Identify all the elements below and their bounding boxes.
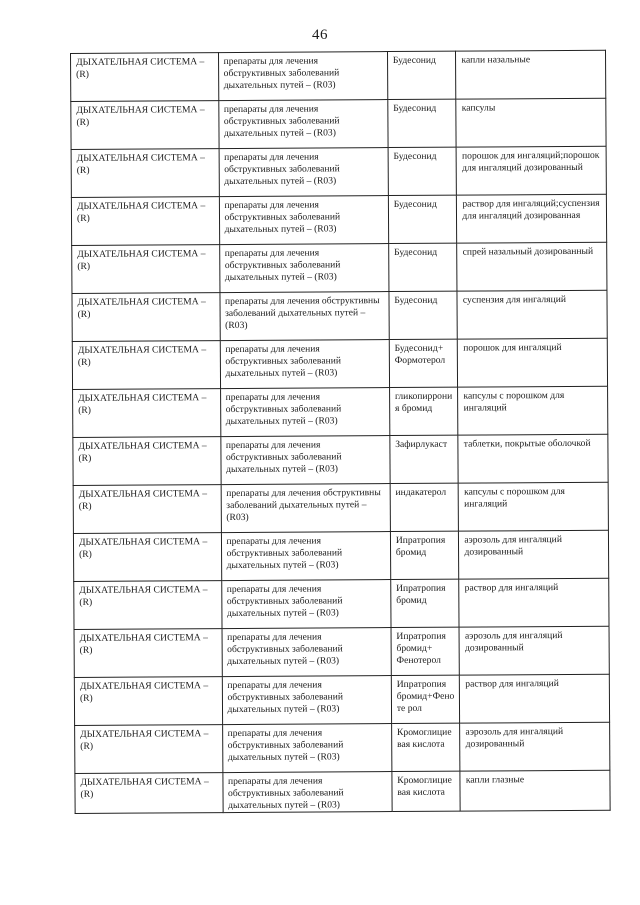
table-row: [73, 386, 608, 437]
dosage-form-cell: порошок для ингаляций;порошок для ингаляций дозированный: [456, 146, 606, 195]
dosage-form-cell: раствор для ингаляций: [460, 674, 610, 723]
dosage-form-cell: аэрозоль для ингаляций дозированный: [459, 626, 609, 675]
page-number: 46: [312, 27, 328, 43]
dosage-form-cell: суспензия для ингаляций: [457, 290, 607, 339]
table-body: [71, 50, 611, 813]
group-cell: препараты для лечения обструктивных заболеваний дыхательных путей – (R03): [221, 580, 391, 629]
group-cell: препараты для лечения обструктивных заболеваний дыхательных путей – (R03): [221, 532, 391, 581]
dosage-form-cell: капсулы с порошком для ингаляций: [459, 482, 609, 531]
system-cell: ДЫХАТЕЛЬНАЯ СИСТЕМА – (R): [72, 341, 220, 390]
system-cell: ДЫХАТЕЛЬНАЯ СИСТЕМА – (R): [73, 533, 221, 582]
table-row: [71, 98, 606, 149]
drug-name-cell: Зафирлукаст: [390, 435, 459, 483]
table-row: [74, 674, 609, 725]
group-cell: препараты для лечения обструктивных заболеваний дыхательных путей – (R03): [220, 388, 390, 437]
system-cell: ДЫХАТЕЛЬНАЯ СИСТЕМА – (R): [71, 101, 219, 150]
table-row: [73, 482, 608, 533]
table-row: [74, 578, 609, 629]
drug-name-cell: Ипратропия бромид+ Фенотерол: [391, 627, 460, 675]
drug-name-cell: Кромоглициевая кислота: [391, 723, 460, 771]
table-row: [71, 146, 606, 197]
dosage-form-cell: спрей назальный дозированный: [457, 242, 607, 291]
drug-name-cell: Будесонид: [388, 195, 457, 243]
drug-name-cell: гликопиррония бромид: [389, 387, 458, 435]
drug-name-cell: Будесонид: [388, 99, 457, 147]
system-cell: ДЫХАТЕЛЬНАЯ СИСТЕМА – (R): [75, 725, 223, 774]
drug-name-cell: Будесонид: [389, 291, 458, 339]
drug-name-cell: Будесонид+ Формотерол: [389, 339, 458, 387]
system-cell: ДЫХАТЕЛЬНАЯ СИСТЕМА – (R): [71, 149, 219, 198]
system-cell: ДЫХАТЕЛЬНАЯ СИСТЕМА – (R): [73, 437, 221, 486]
drug-name-cell: Будесонид: [388, 243, 457, 291]
drug-name-cell: Ипратропия бромид: [391, 579, 460, 627]
system-cell: ДЫХАТЕЛЬНАЯ СИСТЕМА – (R): [72, 293, 220, 342]
group-cell: препараты для лечения обструктивных заболеваний дыхательных путей – (R03): [219, 148, 389, 197]
group-cell: препараты для лечения обструктивны заболеваний дыхательных путей – (R03): [219, 292, 389, 341]
system-cell: ДЫХАТЕЛЬНАЯ СИСТЕМА – (R): [72, 245, 220, 294]
group-cell: препараты для лечения обструктивных заболеваний дыхательных путей – (R03): [219, 244, 389, 293]
dosage-form-cell: капли назальные: [456, 50, 606, 99]
group-cell: препараты для лечения обструктивных заболеваний дыхательных путей – (R03): [222, 676, 392, 725]
table-row: [73, 434, 608, 485]
drug-list-table: [70, 50, 611, 814]
table-row: [72, 290, 607, 341]
group-cell: препараты для лечения обструктивных заболеваний дыхательных путей – (R03): [219, 196, 389, 245]
table-row: [71, 50, 606, 101]
drug-name-cell: индакатерол: [390, 483, 459, 531]
dosage-form-cell: аэрозоль для ингаляций дозированный: [459, 530, 609, 579]
system-cell: ДЫХАТЕЛЬНАЯ СИСТЕМА – (R): [74, 581, 222, 630]
table-row: [73, 530, 608, 581]
dosage-form-cell: таблетки, покрытые оболочкой: [458, 434, 608, 483]
dosage-form-cell: капли глазные: [460, 770, 610, 811]
group-cell: препараты для лечения обструктивных заболеваний дыхательных путей – (R03): [218, 52, 388, 101]
system-cell: ДЫХАТЕЛЬНАЯ СИСТЕМА – (R): [71, 197, 219, 246]
group-cell: препараты для лечения обструктивных заболеваний дыхательных путей – (R03): [220, 340, 390, 389]
dosage-form-cell: раствор для ингаляций;суспензия для ингаляций дозированная: [457, 194, 607, 243]
drug-name-cell: Кромоглициевая кислота: [392, 771, 461, 811]
group-cell: препараты для лечения обструктивных заболеваний дыхательных путей – (R03): [220, 436, 390, 485]
drug-name-cell: Ипратропия бромид: [390, 531, 459, 579]
system-cell: ДЫХАТЕЛЬНАЯ СИСТЕМА – (R): [75, 773, 223, 814]
group-cell: препараты для лечения обструктивных заболеваний дыхательных путей – (R03): [222, 724, 392, 773]
dosage-form-cell: капсулы с порошком для ингаляций: [458, 386, 608, 435]
group-cell: препараты для лечения обструктивных заболеваний дыхательных путей – (R03): [218, 100, 388, 149]
table-row: [72, 338, 607, 389]
table-row: [71, 194, 606, 245]
dosage-form-cell: аэрозоль для ингаляций дозированный: [460, 722, 610, 771]
drug-name-cell: Ипратропия бромид+Феноте рол: [391, 675, 460, 723]
system-cell: ДЫХАТЕЛЬНАЯ СИСТЕМА – (R): [74, 677, 222, 726]
group-cell: препараты для лечения обструктивных заболеваний дыхательных путей – (R03): [222, 628, 392, 677]
group-cell: препараты для лечения обструктивных заболеваний дыхательных путей – (R03): [222, 772, 392, 813]
group-cell: препараты для лечения обструктивны заболеваний дыхательных путей – (R03): [221, 484, 391, 533]
table-row: [75, 770, 610, 813]
table-row: [75, 722, 610, 773]
system-cell: ДЫХАТЕЛЬНАЯ СИСТЕМА – (R): [73, 389, 221, 438]
drug-name-cell: Будесонид: [387, 51, 456, 99]
dosage-form-cell: порошок для ингаляций: [458, 338, 608, 387]
system-cell: ДЫХАТЕЛЬНАЯ СИСТЕМА – (R): [74, 629, 222, 678]
dosage-form-cell: капсулы: [456, 98, 606, 147]
system-cell: ДЫХАТЕЛЬНАЯ СИСТЕМА – (R): [73, 485, 221, 534]
table-row: [74, 626, 609, 677]
system-cell: ДЫХАТЕЛЬНАЯ СИСТЕМА – (R): [71, 53, 219, 102]
dosage-form-cell: раствор для ингаляций: [459, 578, 609, 627]
table-row: [72, 242, 607, 293]
drug-name-cell: Будесонид: [388, 147, 457, 195]
